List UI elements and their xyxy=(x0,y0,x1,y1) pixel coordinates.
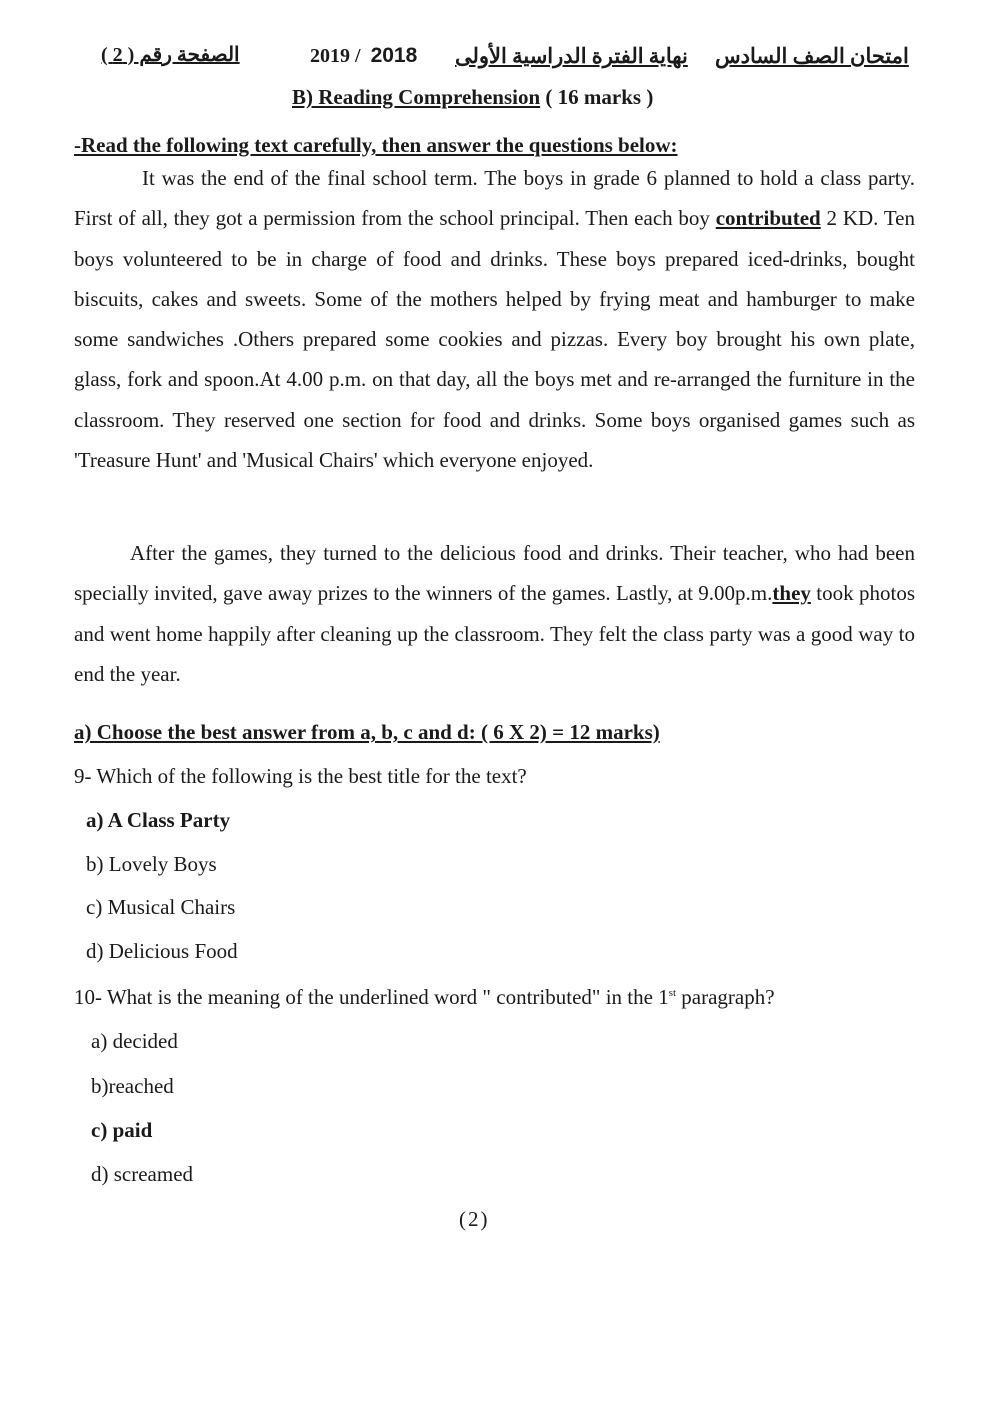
section-title-text: B) Reading Comprehension xyxy=(292,85,541,109)
header-page-label: الصفحة رقم ( 2 ) xyxy=(101,44,240,66)
q9-option-c: c) Musical Chairs xyxy=(86,895,236,919)
header-exam-title: امتحان الصف السادس xyxy=(715,44,909,68)
passage-p1-part-b: 2 KD. Ten boys volunteered to be in charge of food and drinks. These boys prepared iced-drinks, bought biscuits, cakes and sweets. Some of the mothers helped by frying meat and hamburger to make some sandwiches .Others prepared some cookies and pizzas. Every boy brought his own plate, glass, fork and spoon.At 4.00 p.m. on that day, all the boys met and re-arranged the furniture in the classroom. They reserved one section for food and drinks. Some boys organised games such as 'Treasure Hunt' and 'Musical Chairs' which everyone enjoyed. xyxy=(74,206,915,473)
section-title xyxy=(292,85,653,110)
q10-option-a: a) decided xyxy=(91,1029,178,1053)
underlined-word-they: they xyxy=(772,581,811,606)
task-a-title: a) Choose the best answer from a, b, c and d: ( 6 X 2) = 12 marks) xyxy=(74,720,660,744)
question-10-text: 10- What is the meaning of the underlined word " contributed" in the 1 xyxy=(74,985,669,1009)
q10-option-b: b)reached xyxy=(91,1074,174,1098)
passage-paragraph-1 xyxy=(74,158,915,480)
header-year xyxy=(310,44,417,68)
passage-p2-part-a: After the games, they turned to the delicious food and drinks. Their teacher, who had been specially invited, gave away prizes to the winners of the games. Lastly, at 9.00p.m. xyxy=(74,541,915,606)
header-year-2019: 2019 / xyxy=(310,45,361,67)
q9-option-d: d) Delicious Food xyxy=(86,939,238,963)
question-10-text-end: paragraph? xyxy=(676,985,775,1009)
passage-p1-part-a: It was the end of the final school term. The boys in grade 6 planned to hold a class party. First of all, they got a permission from the school principal. Then each boy xyxy=(74,166,915,231)
q9-option-b: b) Lovely Boys xyxy=(86,852,217,876)
question-10-sup: st xyxy=(668,987,677,999)
reading-instruction: -Read the following text carefully, then answer the questions below: xyxy=(74,133,678,157)
q10-option-c: c) paid xyxy=(91,1118,153,1142)
q9-option-a: a) A Class Party xyxy=(86,808,231,832)
q10-option-d: d) screamed xyxy=(91,1162,194,1186)
section-marks: ( 16 marks ) xyxy=(545,85,654,109)
underlined-word-contributed: contributed xyxy=(715,206,821,231)
passage-paragraph-2 xyxy=(74,533,915,694)
question-9: 9- Which of the following is the best title for the text? xyxy=(74,764,527,788)
question-10 xyxy=(74,985,775,1010)
passage-p2-part-b: took photos and went home happily after cleaning up the classroom. They felt the class party was a good way to end the year. xyxy=(74,581,916,686)
footer-page-number: (2) xyxy=(459,1207,490,1231)
header-year-2018: 2018 xyxy=(370,44,418,67)
header-term: نهاية الفترة الدراسية الأولى xyxy=(455,44,688,68)
